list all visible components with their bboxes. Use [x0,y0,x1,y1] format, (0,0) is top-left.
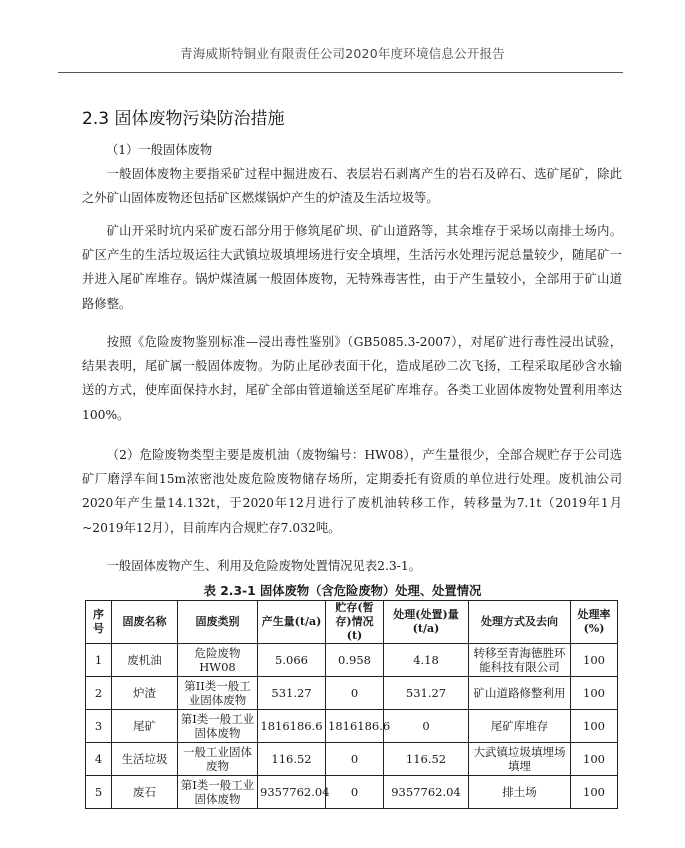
header-cell: 固废名称 [112,601,178,644]
table-cell: 0.958 [326,644,384,677]
header-cell: 固废类别 [178,601,258,644]
table-row [86,644,618,677]
table-cell: 5.066 [258,644,326,677]
table-cell: 1 [86,644,112,677]
table-cell: 0 [326,677,384,710]
table-cell: 废机油 [112,644,178,677]
table-cell: 100 [571,743,618,776]
table-cell: 0 [384,710,469,743]
paragraph-table-reference: 一般固体废物产生、利用及危险废物处置情况见表2.3-1。 [106,559,421,573]
paragraph-mining-waste-handling: 矿山开采时坑内采矿废石部分用于修筑尾矿坝、矿山道路等，其余堆存于采场以南排土场内。矿区产生的生活垃圾运往大武镇垃圾填埋场进行安全填埋，生活污水处理污泥总量较少，随尾矿一并进入尾矿库堆存。锅炉煤渣属一般固体废物，无特殊毒害性，由于产生量较小，全部用于矿山道路修整。 [82,224,622,311]
table-cell: 3 [86,710,112,743]
section-title: 2.3 固体废物污染防治措施 [82,109,285,129]
header-cell: 产生量(t/a) [258,601,326,644]
table-cell: 531.27 [384,677,469,710]
header-cell: 处理(处置)量(t/a) [384,601,469,644]
paragraph-general-waste-definition: 一般固体废物主要指采矿过程中掘进废石、表层岩石剥离产生的岩石及碎石、选矿尾矿，除此之外矿山固体废物还包括矿区燃煤锅炉产生的炉渣及生活垃圾等。 [82,167,622,206]
table-cell: 大武镇垃圾填埋场填埋 [469,743,571,776]
table-cell: 废石 [112,776,178,809]
table-cell: 9357762.04 [258,776,326,809]
table-cell: 排土场 [469,776,571,809]
table-cell: 100 [571,677,618,710]
table-caption: 表 2.3-1 固体废物（含危险废物）处理、处置情况 [203,584,482,598]
header-cell: 处理率(%) [571,601,618,644]
table-cell: 尾矿库堆存 [469,710,571,743]
table-cell: 1816186.6 [258,710,326,743]
table-cell: 第I类一般工业固体废物 [178,776,258,809]
table-row [86,710,618,743]
table-cell: 危险废物HW08 [178,644,258,677]
header-cell: 贮存(暂存)情况(t) [326,601,384,644]
table-cell: 5 [86,776,112,809]
table-cell: 116.52 [384,743,469,776]
table-cell: 一般工业固体废物 [178,743,258,776]
subsection-general-waste: （1）一般固体废物 [106,143,213,157]
table-cell: 9357762.04 [384,776,469,809]
header-cell: 序号 [86,601,112,644]
table-cell: 1816186.6 [326,710,384,743]
table-row [86,743,618,776]
paragraph-hazardous-waste: （2）危险废物类型主要是废机油（废物编号：HW08），产生量很少，全部合规贮存于公司选矿厂磨浮车间15m浓密池处废危险废物储存场所，定期委托有资质的单位进行处理。废机油公司2020年产生量14.132t，于2020年12月进行了废机油转移工作，转移量为7.1t（2019年1月~2019年12月），目前库内合规贮存7.032吨。 [82,448,622,535]
paragraph-tailings-leaching-test: 按照《危险废物鉴别标准—浸出毒性鉴别》（GB5085.3-2007），对尾矿进行毒性浸出试验，结果表明，尾矿属一般固体废物。为防止尾砂表面干化，造成尾砂二次飞扬，工程采取尾砂含水输送的方式，使库面保持水封，尾矿全部由管道输送至尾矿库堆存。各类工业固体废物处置利用率达100%。 [82,335,622,422]
table-cell: 生活垃圾 [112,743,178,776]
table-cell: 0 [326,743,384,776]
table-cell: 100 [571,776,618,809]
table-cell: 100 [571,644,618,677]
table-cell: 4 [86,743,112,776]
table-cell: 0 [326,776,384,809]
table-cell: 转移至青海德胜环能科技有限公司 [469,644,571,677]
table-cell: 4.18 [384,644,469,677]
page-header: 青海威斯特铜业有限责任公司2020年度环境信息公开报告 [180,46,505,61]
table-cell: 2 [86,677,112,710]
table-cell: 531.27 [258,677,326,710]
table-cell: 100 [571,710,618,743]
table-cell: 第I类一般工业固体废物 [178,710,258,743]
header-cell: 处理方式及去向 [469,601,571,644]
table-cell: 尾矿 [112,710,178,743]
table-cell: 116.52 [258,743,326,776]
table-cell: 炉渣 [112,677,178,710]
solid-waste-table [85,600,618,809]
table-row [86,677,618,710]
table-row [86,776,618,809]
table-header-row [86,601,618,644]
header-divider [58,72,623,73]
table-cell: 第II类一般工业固体废物 [178,677,258,710]
table-cell: 矿山道路修整利用 [469,677,571,710]
